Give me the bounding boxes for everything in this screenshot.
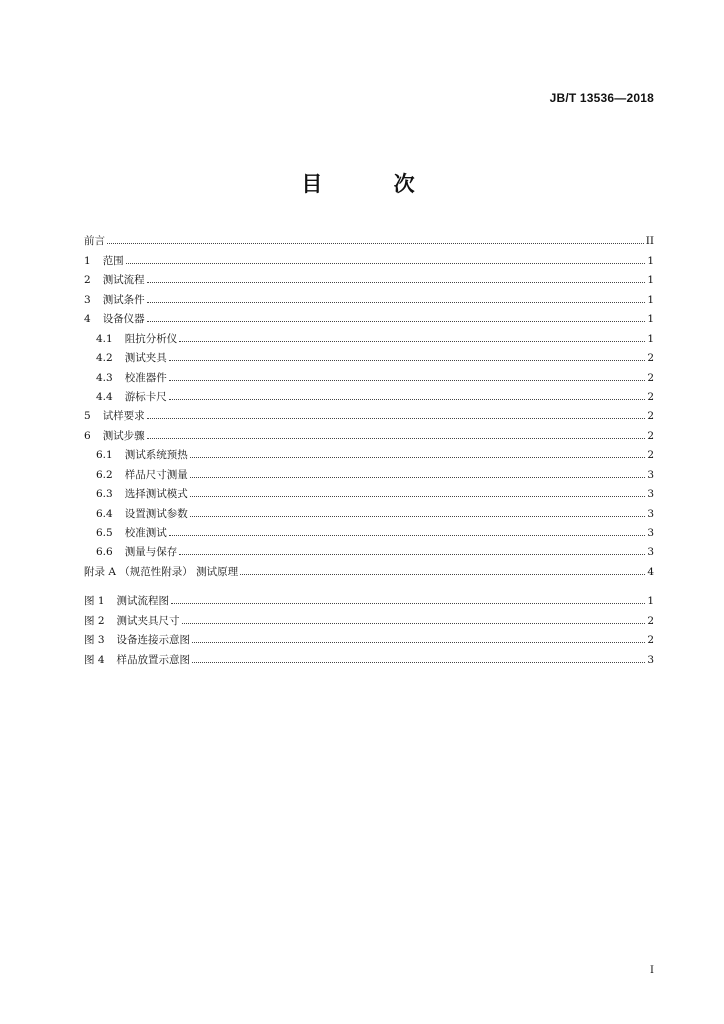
dot-leader [182, 623, 646, 624]
page-ref: 1 [647, 595, 654, 608]
dot-leader [107, 243, 644, 244]
section-title: 校准器件 [124, 371, 167, 384]
dot-leader [147, 282, 646, 283]
dot-leader [190, 496, 646, 497]
dot-leader [190, 516, 646, 517]
dot-leader [240, 574, 645, 575]
toc-entry[interactable] [84, 364, 654, 383]
section-number: 6.1 [96, 449, 113, 462]
dot-leader [190, 457, 646, 458]
toc-entry-title [84, 313, 145, 325]
dot-leader [169, 360, 646, 361]
dot-leader [147, 418, 646, 419]
toc-entry[interactable] [84, 384, 654, 403]
toc-entry-title [84, 274, 145, 286]
section-title: 测试步骤 [102, 429, 145, 442]
section-title: 测试夹具 [124, 352, 167, 365]
toc-entry[interactable] [84, 442, 654, 461]
dot-leader [126, 263, 646, 264]
section-number: 3 [84, 293, 91, 306]
toc-title: 目 次 [301, 172, 447, 196]
page-ref: 2 [647, 352, 654, 365]
page-number: I [650, 965, 654, 976]
dot-leader [179, 554, 645, 555]
section-number: 4.2 [96, 352, 113, 365]
figure-entry[interactable] [84, 646, 654, 665]
section-title: 测试流程 [102, 274, 145, 287]
toc-entry[interactable] [84, 306, 654, 325]
figure-entry-title [84, 634, 190, 646]
figure-caption: 测试流程图 [116, 595, 170, 608]
page-ref: 2 [647, 449, 654, 462]
page-ref: 2 [647, 390, 654, 403]
toc-entry[interactable] [84, 247, 654, 266]
page-ref: 4 [647, 565, 654, 578]
toc-entry[interactable] [84, 500, 654, 519]
toc-entry-title [84, 333, 177, 345]
toc-entry[interactable] [84, 539, 654, 558]
page-ref: 1 [647, 332, 654, 345]
page-ref: 3 [647, 527, 654, 539]
page-ref: 3 [647, 546, 654, 559]
page-ref: 2 [647, 429, 654, 442]
figure-number: 图 2 [84, 614, 105, 627]
section-title: 附录 A （规范性附录） 测试原理 [84, 565, 239, 578]
toc-entry[interactable] [84, 558, 654, 577]
toc-entry[interactable] [84, 481, 654, 500]
toc-entry[interactable] [84, 228, 654, 247]
toc-entry[interactable] [84, 286, 654, 305]
toc-entry[interactable] [84, 422, 654, 441]
toc-entry[interactable] [84, 345, 654, 364]
page-ref: 2 [647, 614, 654, 627]
figure-entry-title [84, 595, 169, 607]
toc-entry-title [84, 235, 105, 247]
toc-entry-title [84, 566, 238, 578]
section-number: 2 [84, 274, 91, 287]
toc-entry-title [84, 294, 145, 306]
page-ref: 1 [647, 254, 654, 267]
section-number: 4.1 [96, 332, 113, 345]
page-ref: 3 [647, 507, 654, 520]
figure-caption: 设备连接示意图 [116, 634, 191, 647]
page-ref: 2 [647, 634, 654, 647]
figure-entry-title [84, 615, 180, 627]
section-number: 1 [84, 254, 91, 267]
document-code: JB/T 13536—2018 [549, 91, 654, 105]
figure-entry-title [84, 654, 190, 666]
toc-entry[interactable] [84, 461, 654, 480]
section-title: 设置测试参数 [124, 507, 188, 520]
toc-entry[interactable] [84, 403, 654, 422]
section-title: 设备仪器 [102, 313, 145, 326]
toc-entry[interactable] [84, 267, 654, 286]
dot-leader [147, 321, 646, 322]
toc-entry-title [84, 508, 188, 520]
figure-number: 图 3 [84, 634, 105, 647]
figure-number: 图 1 [84, 595, 105, 608]
toc-entry-title [84, 410, 145, 422]
section-number: 6.6 [96, 546, 113, 559]
figure-caption: 样品放置示意图 [116, 653, 191, 666]
section-title: 测试系统预热 [124, 449, 188, 462]
toc-entry-title [84, 352, 167, 364]
figure-entry[interactable] [84, 588, 654, 607]
table-of-contents [84, 228, 654, 578]
section-number: 4.3 [96, 371, 113, 384]
figure-entry[interactable] [84, 627, 654, 646]
toc-entry-title [84, 488, 188, 500]
section-number: 6.4 [96, 507, 113, 520]
page-ref: 3 [647, 653, 654, 666]
dot-leader [190, 477, 646, 478]
dot-leader [192, 642, 645, 643]
section-title: 范围 [102, 254, 124, 267]
toc-entry-title [84, 469, 188, 481]
toc-entry-title [84, 430, 145, 442]
toc-entry-title [84, 391, 167, 403]
dot-leader [179, 341, 645, 342]
page-ref: 2 [647, 371, 654, 384]
figure-caption: 测试夹具尺寸 [116, 614, 180, 627]
toc-entry-title [84, 527, 167, 539]
toc-entry[interactable] [84, 520, 654, 539]
toc-entry[interactable] [84, 325, 654, 344]
toc-entry-title [84, 372, 167, 384]
section-title: 测量与保存 [124, 546, 178, 559]
section-number: 6.3 [96, 488, 113, 501]
figure-entry[interactable] [84, 607, 654, 626]
section-title: 前言 [84, 235, 105, 248]
section-title: 试样要求 [102, 410, 145, 423]
page-ref: 1 [647, 274, 654, 287]
dot-leader [169, 380, 646, 381]
section-title: 游标卡尺 [124, 390, 167, 403]
figure-number: 图 4 [84, 653, 105, 666]
section-title: 测试条件 [102, 293, 145, 306]
page-ref: 3 [647, 468, 654, 481]
section-title: 选择测试模式 [124, 488, 188, 501]
toc-entry-title [84, 546, 177, 558]
dot-leader [169, 399, 646, 400]
section-title: 样品尺寸测量 [124, 468, 188, 481]
section-title: 校准测试 [124, 527, 167, 539]
section-number: 4 [84, 313, 91, 326]
page-ref: 1 [647, 313, 654, 326]
section-number: 6.5 [96, 527, 113, 539]
toc-entry-title [84, 255, 124, 267]
dot-leader [147, 438, 646, 439]
list-of-figures [84, 588, 654, 666]
section-number: 5 [84, 410, 91, 423]
section-title: 阻抗分析仪 [124, 332, 178, 345]
section-number: 4.4 [96, 390, 113, 403]
section-number: 6.2 [96, 468, 113, 481]
page-ref: 2 [647, 410, 654, 423]
dot-leader [147, 302, 646, 303]
dot-leader [192, 662, 645, 663]
dot-leader [171, 603, 645, 604]
page-ref: II [645, 235, 654, 248]
dot-leader [169, 535, 646, 536]
toc-entry-title [84, 449, 188, 461]
page-ref: 3 [647, 488, 654, 501]
section-number: 6 [84, 429, 91, 442]
page-ref: 1 [647, 293, 654, 306]
